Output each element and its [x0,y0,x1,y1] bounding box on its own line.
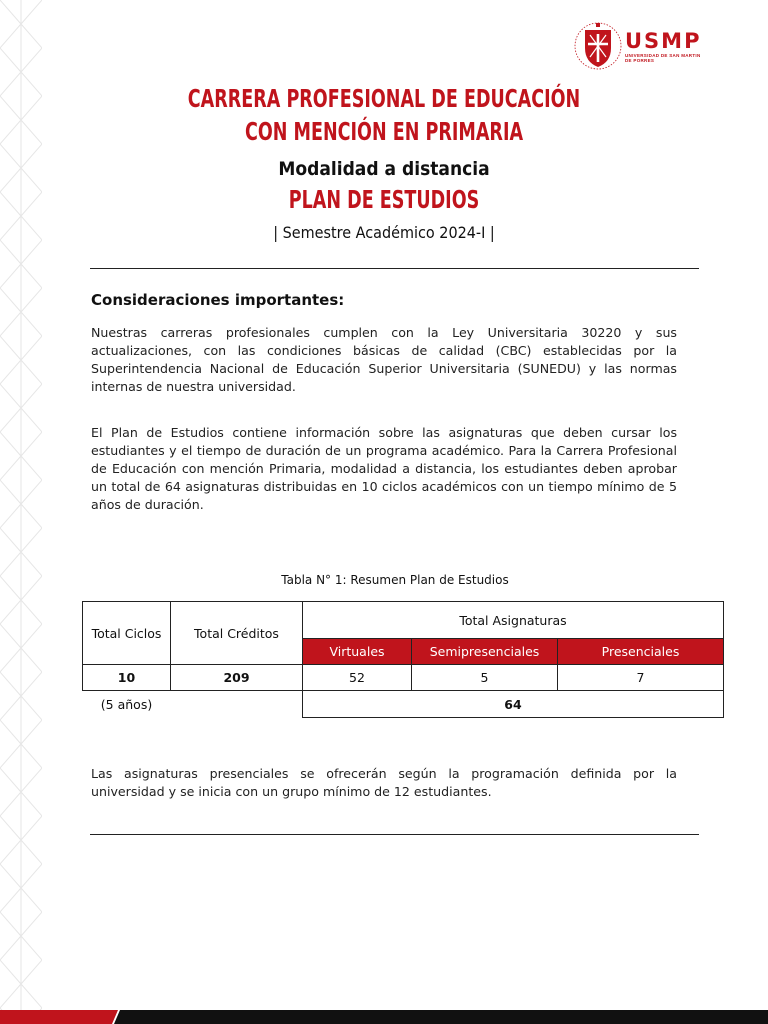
summary-table [82,601,724,718]
logo-brand-text: USMP [625,29,702,53]
cell-presenciales: 7 [558,665,724,691]
semester-label: | Semestre Académico 2024-I | [273,223,495,242]
modality-subtitle: Modalidad a distancia [278,158,490,180]
logo-subtitle: UNIVERSIDAD DE SAN MARTIN DE PORRES [625,53,701,63]
cell-creditos: 209 [171,665,303,691]
header-total-ciclos: Total Ciclos [83,602,171,665]
cell-empty [171,691,303,718]
cell-ciclos: 10 [83,665,171,691]
table-caption: Tabla N° 1: Resumen Plan de Estudios [281,573,509,587]
side-decorative-pattern [0,0,42,1010]
header-total-creditos: Total Créditos [171,602,303,665]
paragraph-1: Nuestras carreras profesionales cumplen con la Ley Universitaria 30220 y sus actualizaciones, con las condiciones básicas de calidad (CBC) establecidas por la Superintendencia Nacional de Educación Superior Universitaria (SUNEDU) y las normas internas de nuestra universidad. [91,325,677,394]
cell-virtuales: 52 [303,665,412,691]
divider-bottom [90,834,699,835]
paragraph-2: El Plan de Estudios contiene información sobre las asignaturas que deben cursar los estudiantes y el tiempo de duración de un programa académico. Para la Carrera Profesional de Educación con mención Primaria, modalidad a distancia, los estudiantes deben aprobar un total de 64 asignaturas distribuidas en 10 ciclos académicos con un tiempo mínimo de 5 años de duración. [91,425,677,512]
plan-title: PLAN DE ESTUDIOS [288,185,480,214]
section-heading: Consideraciones importantes: [91,291,345,309]
cell-duracion: (5 años) [100,696,153,712]
title-line-2: CON MENCIÓN EN PRIMARIA [244,117,524,146]
subheader-semipresenciales: Semipresenciales [412,639,558,665]
bottom-bar [0,1010,768,1024]
cell-total-asignaturas: 64 [303,691,724,718]
header-total-asignaturas: Total Asignaturas [303,602,724,639]
subheader-presenciales: Presenciales [558,639,724,665]
subheader-virtuales: Virtuales [303,639,412,665]
footer-note: Las asignaturas presenciales se ofrecerán según la programación definida por la universidad y se inicia con un grupo mínimo de 12 estudiantes. [91,766,677,799]
divider-top [90,268,699,269]
title-line-1: CARRERA PROFESIONAL DE EDUCACIÓN [187,84,581,113]
cell-semipresenciales: 5 [412,665,558,691]
